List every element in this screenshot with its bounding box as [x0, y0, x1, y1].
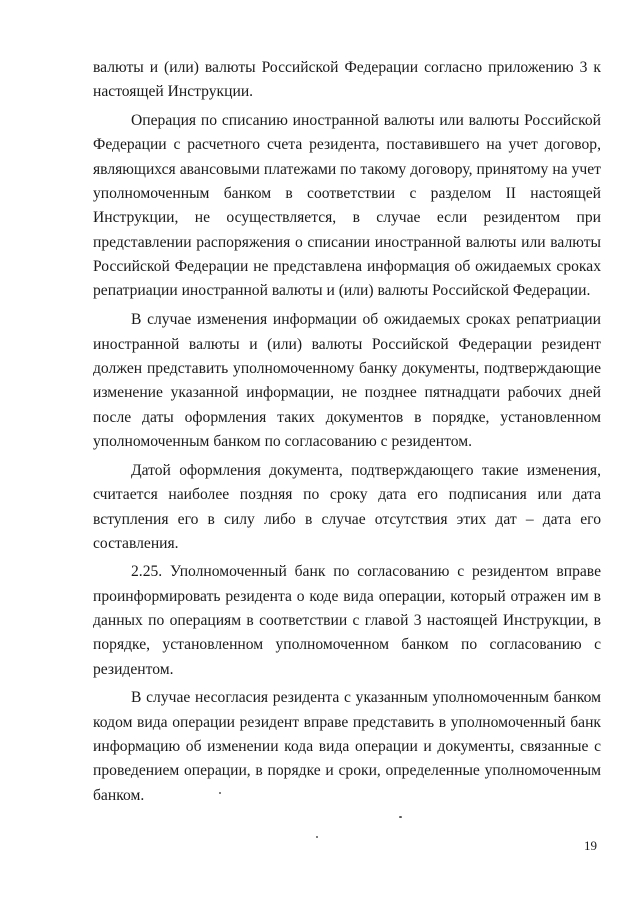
text-line: должен представить уполномоченному банку документы, подтверждающие: [93, 360, 601, 377]
text-line: уполномоченным банком в соответствии с разделом II настоящей: [93, 185, 601, 202]
text-line: Федерации с расчетного счета резидента, поставившего на учет договор,: [93, 136, 601, 153]
text-line: 2.25. Уполномоченный банк по согласованию с резидентом вправе: [131, 563, 601, 580]
text-line: репатриации иностранной валюты и (или) валюты Российской Федерации.: [93, 282, 591, 299]
text-line: изменение указанной информации, не позднее пятнадцати рабочих дней: [93, 384, 601, 401]
text-line: резидентом.: [93, 661, 174, 678]
text-line: информацию об изменении кода вида операции и документы, связанные с: [93, 738, 601, 755]
text-line: валюты и (или) валюты Российской Федерации согласно приложению 3 к: [93, 59, 601, 76]
text-line: составления.: [93, 535, 179, 552]
text-line: уполномоченным банком по согласованию с резидентом.: [93, 433, 472, 450]
text-line: кодом вида операции резидент вправе представить в уполномоченный банк: [93, 714, 601, 731]
text-line: Датой оформления документа, подтверждающего такие изменения,: [131, 462, 601, 479]
text-line: вступления его в силу либо в случае отсутствия этих дат – дата его: [93, 511, 601, 528]
text-line: представлении распоряжения о списании иностранной валюты или валюты: [93, 234, 601, 251]
text-line: Российской Федерации не представлена информация об ожидаемых сроках: [93, 258, 601, 275]
scan-speck: [399, 816, 402, 818]
text-line: порядке, установленном уполномоченном банком по согласованию с: [93, 636, 601, 653]
text-line: после даты оформления таких документов в порядке, установленном: [93, 409, 601, 426]
text-line: В случае несогласия резидента с указанным уполномоченным банком: [131, 689, 601, 706]
text-line: считается наиболее поздняя по сроку дата его подписания или дата: [93, 486, 601, 503]
text-line: проведением операции, в порядке и сроки, определенные уполномоченным: [93, 762, 601, 779]
text-line: В случае изменения информации об ожидаемых сроках репатриации: [131, 311, 601, 328]
text-line: банком.: [93, 787, 145, 804]
text-line: являющихся авансовыми платежами по такому договору, принятому на учет: [93, 161, 601, 178]
text-line: данных по операциям в соответствии с главой 3 настоящей Инструкции, в: [93, 612, 601, 629]
page-number: 19: [584, 838, 597, 853]
text-line: иностранной валюты и (или) валюты Российской Федерации резидент: [93, 336, 601, 353]
text-line: Операция по списанию иностранной валюты или валюты Российской: [131, 112, 601, 129]
scan-speck: [219, 792, 221, 794]
text-line: настоящей Инструкции.: [93, 83, 254, 100]
text-line: Инструкции, не осуществляется, в случае если резидентом при: [93, 209, 601, 226]
text-line: проинформировать резидента о коде вида операции, который отражен им в: [93, 588, 601, 605]
scan-speck: [316, 836, 318, 838]
